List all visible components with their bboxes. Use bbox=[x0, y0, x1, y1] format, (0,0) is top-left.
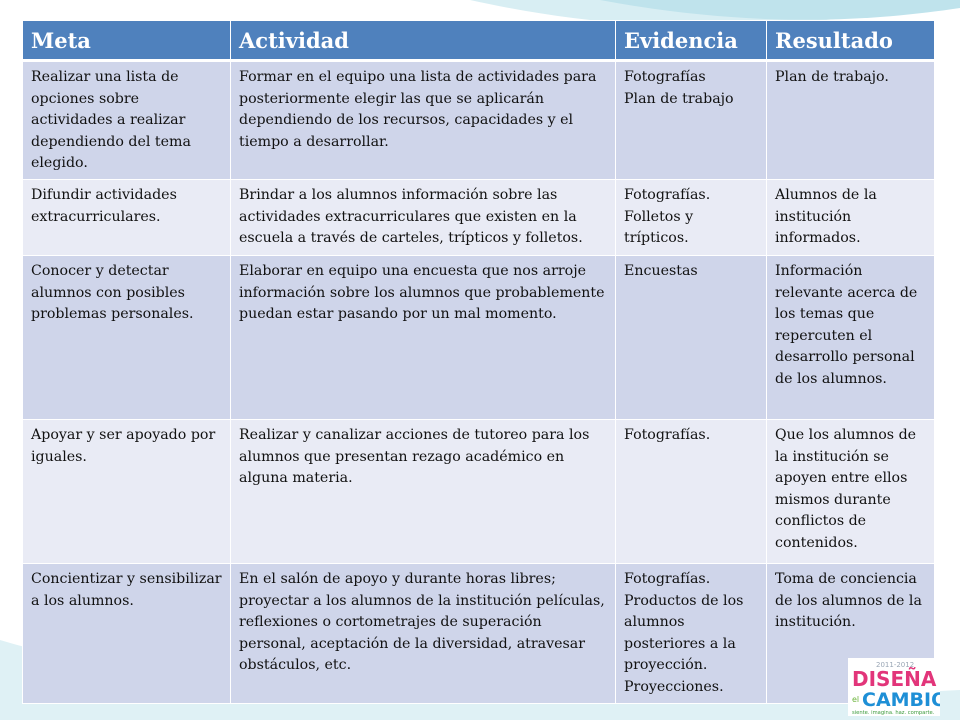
header-meta: Meta bbox=[23, 21, 231, 61]
cell-resultado: Alumnos de la institución informados. bbox=[767, 179, 935, 255]
goals-table-container bbox=[22, 20, 934, 704]
header-actividad: Actividad bbox=[231, 21, 616, 61]
cell-meta: Difundir actividades extracurriculares. bbox=[23, 179, 231, 255]
cell-actividad: Formar en el equipo una lista de actividades para posteriormente elegir las que se aplicarán dependiendo de los recursos, capacidades y el tiempo a desarrollar. bbox=[231, 61, 616, 180]
table-row bbox=[23, 255, 935, 419]
cell-meta: Conocer y detectar alumnos con posibles problemas personales. bbox=[23, 255, 231, 419]
table-header-row bbox=[23, 21, 935, 61]
cell-evidencia: Fotografías. Folletos y trípticos. bbox=[616, 179, 767, 255]
cell-resultado: Plan de trabajo. bbox=[767, 61, 935, 180]
header-resultado: Resultado bbox=[767, 21, 935, 61]
cell-evidencia: Fotografías Plan de trabajo bbox=[616, 61, 767, 180]
cell-resultado: Información relevante acerca de los temas que repercuten el desarrollo personal de los alumnos. bbox=[767, 255, 935, 419]
disena-el-cambio-logo bbox=[848, 658, 940, 716]
goals-table bbox=[22, 20, 935, 704]
cell-meta: Concientizar y sensibilizar a los alumnos. bbox=[23, 563, 231, 703]
cell-evidencia: Fotografías. bbox=[616, 419, 767, 563]
logo-tagline: siente. imagina. haz. comparte. bbox=[852, 710, 935, 716]
cell-actividad: Elaborar en equipo una encuesta que nos arroje información sobre los alumnos que probablemente puedan estar pasando por un mal momento. bbox=[231, 255, 616, 419]
table-row bbox=[23, 179, 935, 255]
logo-line2: CAMBIO bbox=[862, 689, 940, 711]
header-evidencia: Evidencia bbox=[616, 21, 767, 61]
logo-line2-prefix: el bbox=[852, 695, 860, 704]
table-row bbox=[23, 563, 935, 703]
table-row bbox=[23, 61, 935, 180]
table-row bbox=[23, 419, 935, 563]
cell-actividad: Realizar y canalizar acciones de tutoreo para los alumnos que presentan rezago académico en alguna materia. bbox=[231, 419, 616, 563]
cell-resultado: Que los alumnos de la institución se apoyen entre ellos mismos durante conflictos de contenidos. bbox=[767, 419, 935, 563]
cell-meta: Realizar una lista de opciones sobre actividades a realizar dependiendo del tema elegido. bbox=[23, 61, 231, 180]
logo-years: 2011-2012 bbox=[876, 661, 915, 669]
logo-graphic bbox=[848, 658, 940, 716]
cell-actividad: Brindar a los alumnos información sobre las actividades extracurriculares que existen en la escuela a través de carteles, trípticos y folletos. bbox=[231, 179, 616, 255]
cell-resultado: Toma de conciencia de los alumnos de la institución. bbox=[767, 563, 935, 703]
cell-evidencia: Encuestas bbox=[616, 255, 767, 419]
cell-evidencia: Fotografías. Productos de los alumnos posteriores a la proyección. Proyecciones. bbox=[616, 563, 767, 703]
cell-meta: Apoyar y ser apoyado por iguales. bbox=[23, 419, 231, 563]
logo-line1: DISEÑA bbox=[852, 667, 937, 691]
cell-actividad: En el salón de apoyo y durante horas libres; proyectar a los alumnos de la institución películas, reflexiones o cortometrajes de superación personal, aceptación de la diversidad, atravesar obstáculos, etc. bbox=[231, 563, 616, 703]
